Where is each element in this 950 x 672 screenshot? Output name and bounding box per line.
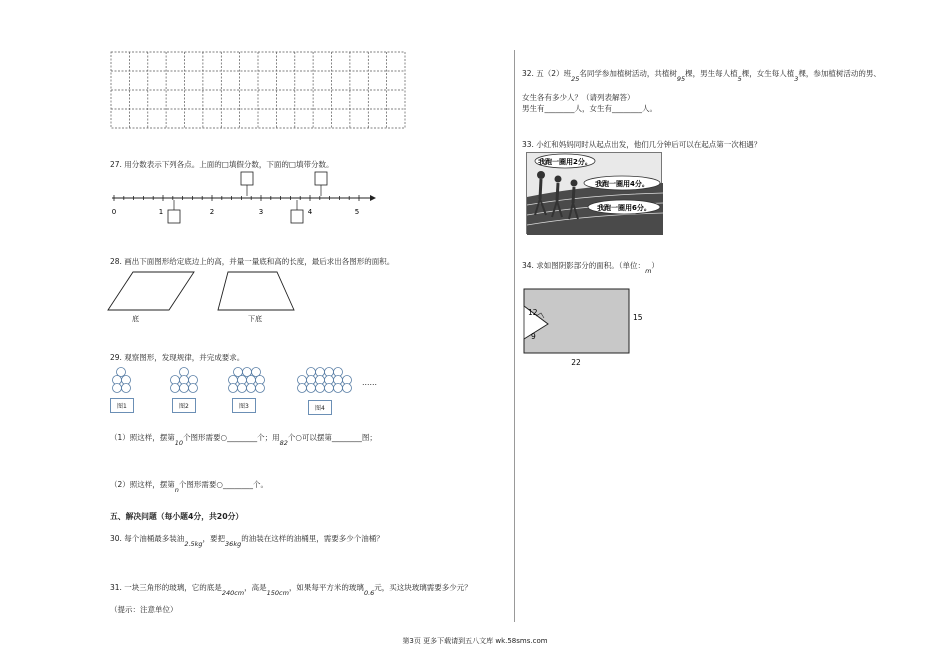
q31-a: 31. 一块三角形的玻璃，它的底是 — [110, 583, 222, 592]
circle-pattern-graphic — [108, 365, 378, 395]
dim-22: 22 — [571, 358, 581, 367]
q29-part2-a: （2）照这样，摆第 — [110, 480, 175, 489]
label-base: 底 — [132, 315, 139, 323]
q30-v2: 36kg — [225, 540, 242, 548]
axis-tick-0: 0 — [111, 208, 117, 216]
q34-text — [522, 261, 659, 275]
q29-part2-b: 个图形需要○________个。 — [178, 480, 268, 489]
q30-v1: 2.5kg — [184, 540, 203, 548]
q29-part1-c: 个○可以摆第________图； — [287, 433, 377, 442]
running-track-graphic — [527, 153, 663, 235]
q30 — [110, 534, 384, 548]
shaded-shape-graphic — [518, 284, 648, 368]
q32-a: 32. 五（2）班 — [522, 69, 572, 78]
q29-num-10: 10 — [174, 439, 184, 447]
q33-text: 33. 小红和妈妈同时从起点出发，他们几分钟后可以在起点第一次相遇？ — [522, 140, 762, 149]
q28-text: 28. 画出下面图形给定底边上的高，并量一量底和高的长度，最后求出各图形的面积。 — [110, 257, 395, 266]
q32-v3: 5 — [737, 75, 742, 83]
axis-tick-5: 5 — [354, 208, 360, 216]
q29-part1 — [110, 433, 377, 447]
q34-shaded-figure — [518, 284, 648, 370]
q32-v4: 3 — [794, 75, 799, 83]
q33-running-illustration — [526, 152, 662, 234]
q29-num-82: 82 — [279, 439, 288, 447]
q34-text-main: 34. 求如图阴影部分的面积。（单位： — [522, 261, 646, 270]
q27-number-line — [108, 170, 378, 232]
writing-grid — [110, 51, 406, 129]
q29-circle-patterns — [108, 365, 378, 397]
column-divider — [514, 50, 515, 622]
q31-v1: 240cm — [221, 589, 245, 597]
q27-text: 27. 用分数表示下列各点。上面的□填假分数，下面的□填带分数。 — [110, 160, 334, 169]
dim-15: 15 — [633, 313, 643, 322]
axis-tick-2: 2 — [209, 208, 215, 216]
q29-part1-b: 个图形需要○________个；用 — [183, 433, 280, 442]
bubble-text-1: 我跑一圈用2分。 — [538, 158, 592, 166]
q30-a: 30. 每个油桶最多装油 — [110, 534, 185, 543]
dim-12: 12 — [528, 308, 538, 317]
label-lower-base: 下底 — [248, 315, 262, 323]
q32-v1: 25 — [571, 75, 580, 83]
axis-tick-4: 4 — [307, 208, 313, 216]
q29-text: 29. 观察图形，发现规律，并完成要求。 — [110, 353, 245, 362]
q29-part1-a: （1）照这样，摆第 — [110, 433, 175, 442]
q31-d: 元，买这块玻璃需要多少元？ — [374, 583, 472, 592]
q29-ellipsis: …… — [362, 378, 377, 387]
section5-heading: 五、解决问题（每小题4分，共20分） — [110, 512, 244, 521]
number-line-graphic — [108, 170, 378, 230]
bubble-text-3: 我跑一圈用6分。 — [597, 204, 651, 212]
bubble-text-2: 我跑一圈用4分。 — [595, 180, 649, 188]
figure-label-3: 图3 — [232, 398, 256, 413]
q32-e: 棵，参加植树活动的男、 — [798, 69, 881, 78]
q34-unit: m — [645, 267, 652, 275]
page-footer: 第3页 更多下载请到五八文库 wk.58sms.com — [402, 637, 548, 645]
q31-b: ，高是 — [244, 583, 267, 592]
q32-v2: 95 — [676, 75, 686, 83]
q32-line2: 女生各有多少人？（请列表解答） — [522, 93, 635, 102]
q30-c: 的油装在这样的油桶里，需要多少个油桶？ — [241, 534, 384, 543]
q32-d: 棵，女生每人植 — [741, 69, 795, 78]
q29-part2 — [110, 480, 268, 494]
q31-hint: （提示：注意单位） — [110, 605, 178, 614]
figure-label-2: 图2 — [172, 398, 196, 413]
axis-tick-3: 3 — [258, 208, 264, 216]
q29-num-n: n — [174, 486, 179, 494]
q32-line1 — [522, 69, 881, 83]
q30-b: ，要把 — [202, 534, 226, 543]
dim-9: 9 — [531, 332, 536, 341]
q31-v2: 150cm — [266, 589, 289, 597]
figure-label-4: 图4 — [308, 400, 332, 415]
figure-label-1: 图1 — [110, 398, 134, 413]
q32-b: 名同学参加植树活动，共植树 — [579, 69, 677, 78]
q32-c: 棵，男生每人植 — [685, 69, 738, 78]
q32-line3: 男生有________人，女生有________人。 — [522, 104, 657, 113]
q31 — [110, 583, 472, 597]
dashed-grid-graphic — [110, 51, 406, 129]
axis-tick-1: 1 — [158, 208, 164, 216]
q31-c: ，如果每平方米的玻璃 — [288, 583, 364, 592]
q34-text-end: ） — [651, 261, 659, 270]
q31-v3: 0.6 — [363, 589, 375, 597]
